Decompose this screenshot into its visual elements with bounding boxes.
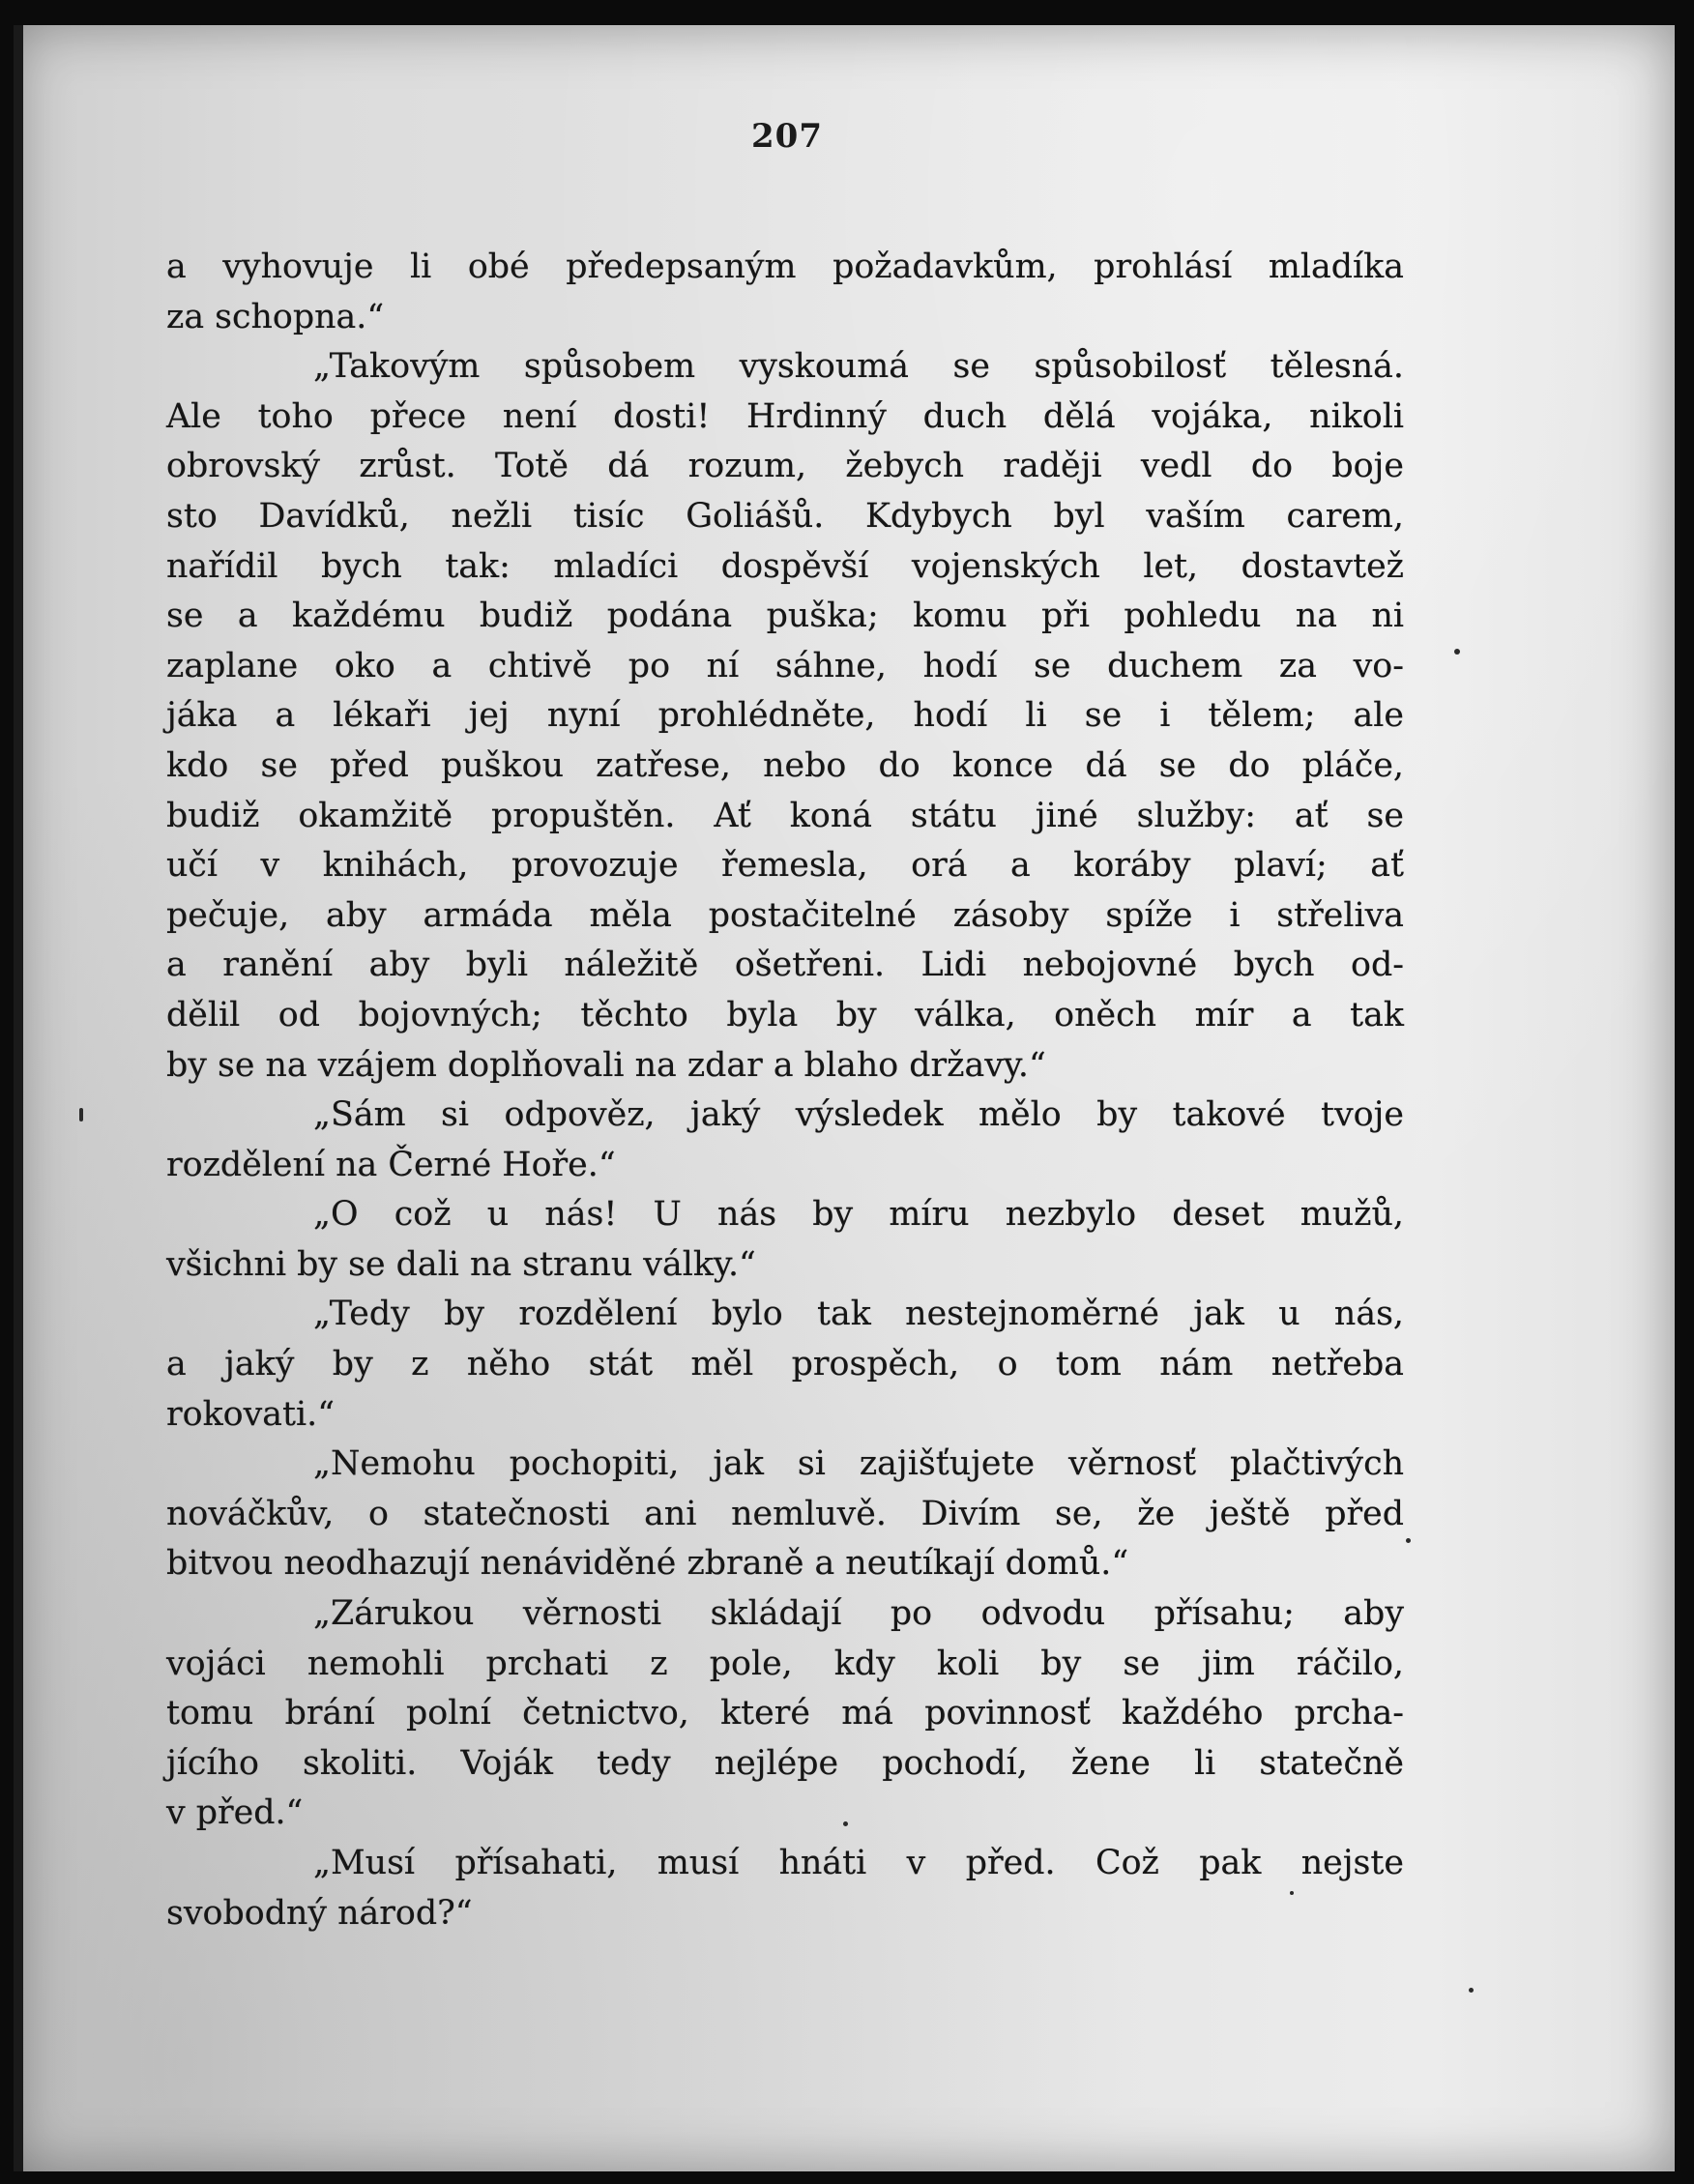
text-line: vojáci nemohli prchati z pole, kdy koli by se jim ráčilo,: [166, 1644, 1404, 1683]
text-line: za schopna.“: [166, 297, 385, 336]
print-speck: [1290, 1891, 1294, 1895]
text-line: rokovati.“: [166, 1394, 335, 1434]
text-line: se a každému budiž podána puška; komu při pohledu na ni: [166, 597, 1404, 636]
text-line: obrovský zrůst. Totě dá rozum, žebych raději vedl do boje: [166, 447, 1404, 486]
text-line: všichni by se dali na stranu války.“: [166, 1244, 756, 1284]
text-line: a vyhovuje li obé předepsaným požadavkům, prohlásí mladíka: [166, 248, 1404, 286]
text-line: kdo se před puškou zatřese, nebo do konce dá se do pláče,: [166, 745, 1404, 785]
text-line: tomu brání polní četnictvo, které má povinnosť každého prcha-: [166, 1694, 1404, 1733]
text-line: svobodný národ?“: [166, 1893, 473, 1933]
text-line: „Takovým spůsobem vyskoumá se spůsobilosť tělesná.: [313, 347, 1404, 387]
text-line: jáka a lékaři jej nyní prohlédněte, hodí li se i tělem; ale: [166, 696, 1404, 736]
print-speck: [843, 1821, 848, 1826]
text-line: učí v knihách, provozuje řemesla, orá a koráby plaví; ať: [166, 846, 1404, 886]
text-line: nařídil bych tak: mladíci dospěvší vojenských let, dostavtež: [166, 546, 1404, 586]
print-speck: [1454, 649, 1460, 655]
text-line: nováčkův, o statečnosti ani nemluvě. Divím se, že ještě před: [166, 1494, 1404, 1533]
text-line: a jaký by z něho stát měl prospěch, o tom nám netřeba: [166, 1345, 1404, 1384]
text-line: v před.“: [166, 1793, 304, 1833]
text-line: jícího skoliti. Voják tedy nejlépe pochodí, žene li statečně: [166, 1743, 1404, 1783]
page-number: 207: [751, 117, 823, 156]
text-line: by se na vzájem doplňovali na zdar a blaho državy.“: [166, 1045, 1046, 1085]
print-speck: [1469, 1988, 1474, 1993]
text-line: budiž okamžitě propuštěn. Ať koná státu jiné služby: ať se: [166, 796, 1404, 835]
text-line: pečuje, aby armáda měla postačitelné zásoby spíže i střeliva: [166, 895, 1404, 935]
text-line: „Sám si odpověz, jaký výsledek mělo by takové tvoje: [313, 1095, 1404, 1135]
text-line: Ale toho přece není dosti! Hrdinný duch dělá vojáka, nikoli: [166, 396, 1404, 436]
text-line: sto Davídků, nežli tisíc Goliášů. Kdybych byl vaším carem,: [166, 496, 1404, 536]
book-page: [14, 25, 1675, 2171]
text-line: a ranění aby byli náležitě ošetřeni. Lidi nebojovné bych od-: [166, 946, 1404, 985]
text-line: rozdělení na Černé Hoře.“: [166, 1145, 616, 1184]
print-speck: [79, 1108, 83, 1121]
text-line: bitvou neodhazují nenáviděné zbraně a neutíkají domů.“: [166, 1544, 1129, 1584]
text-line: „O což u nás! U nás by míru nezbylo deset mužů,: [313, 1195, 1404, 1235]
text-line: „Nemohu pochopiti, jak si zajišťujete věrnosť plačtivých: [313, 1444, 1404, 1484]
text-line: dělil od bojovných; těchto byla by válka, oněch mír a tak: [166, 995, 1404, 1034]
text-line: zaplane oko a chtivě po ní sáhne, hodí se duchem za vo-: [166, 646, 1404, 685]
text-line: „Tedy by rozdělení bylo tak nestejnoměrné jak u nás,: [313, 1295, 1404, 1334]
print-speck: [1406, 1538, 1411, 1543]
body-text: [166, 243, 1404, 1938]
text-line: „Musí přísahati, musí hnáti v před. Což pak nejste: [313, 1844, 1404, 1882]
text-line: „Zárukou věrnosti skládají po odvodu přísahu; aby: [313, 1594, 1404, 1634]
